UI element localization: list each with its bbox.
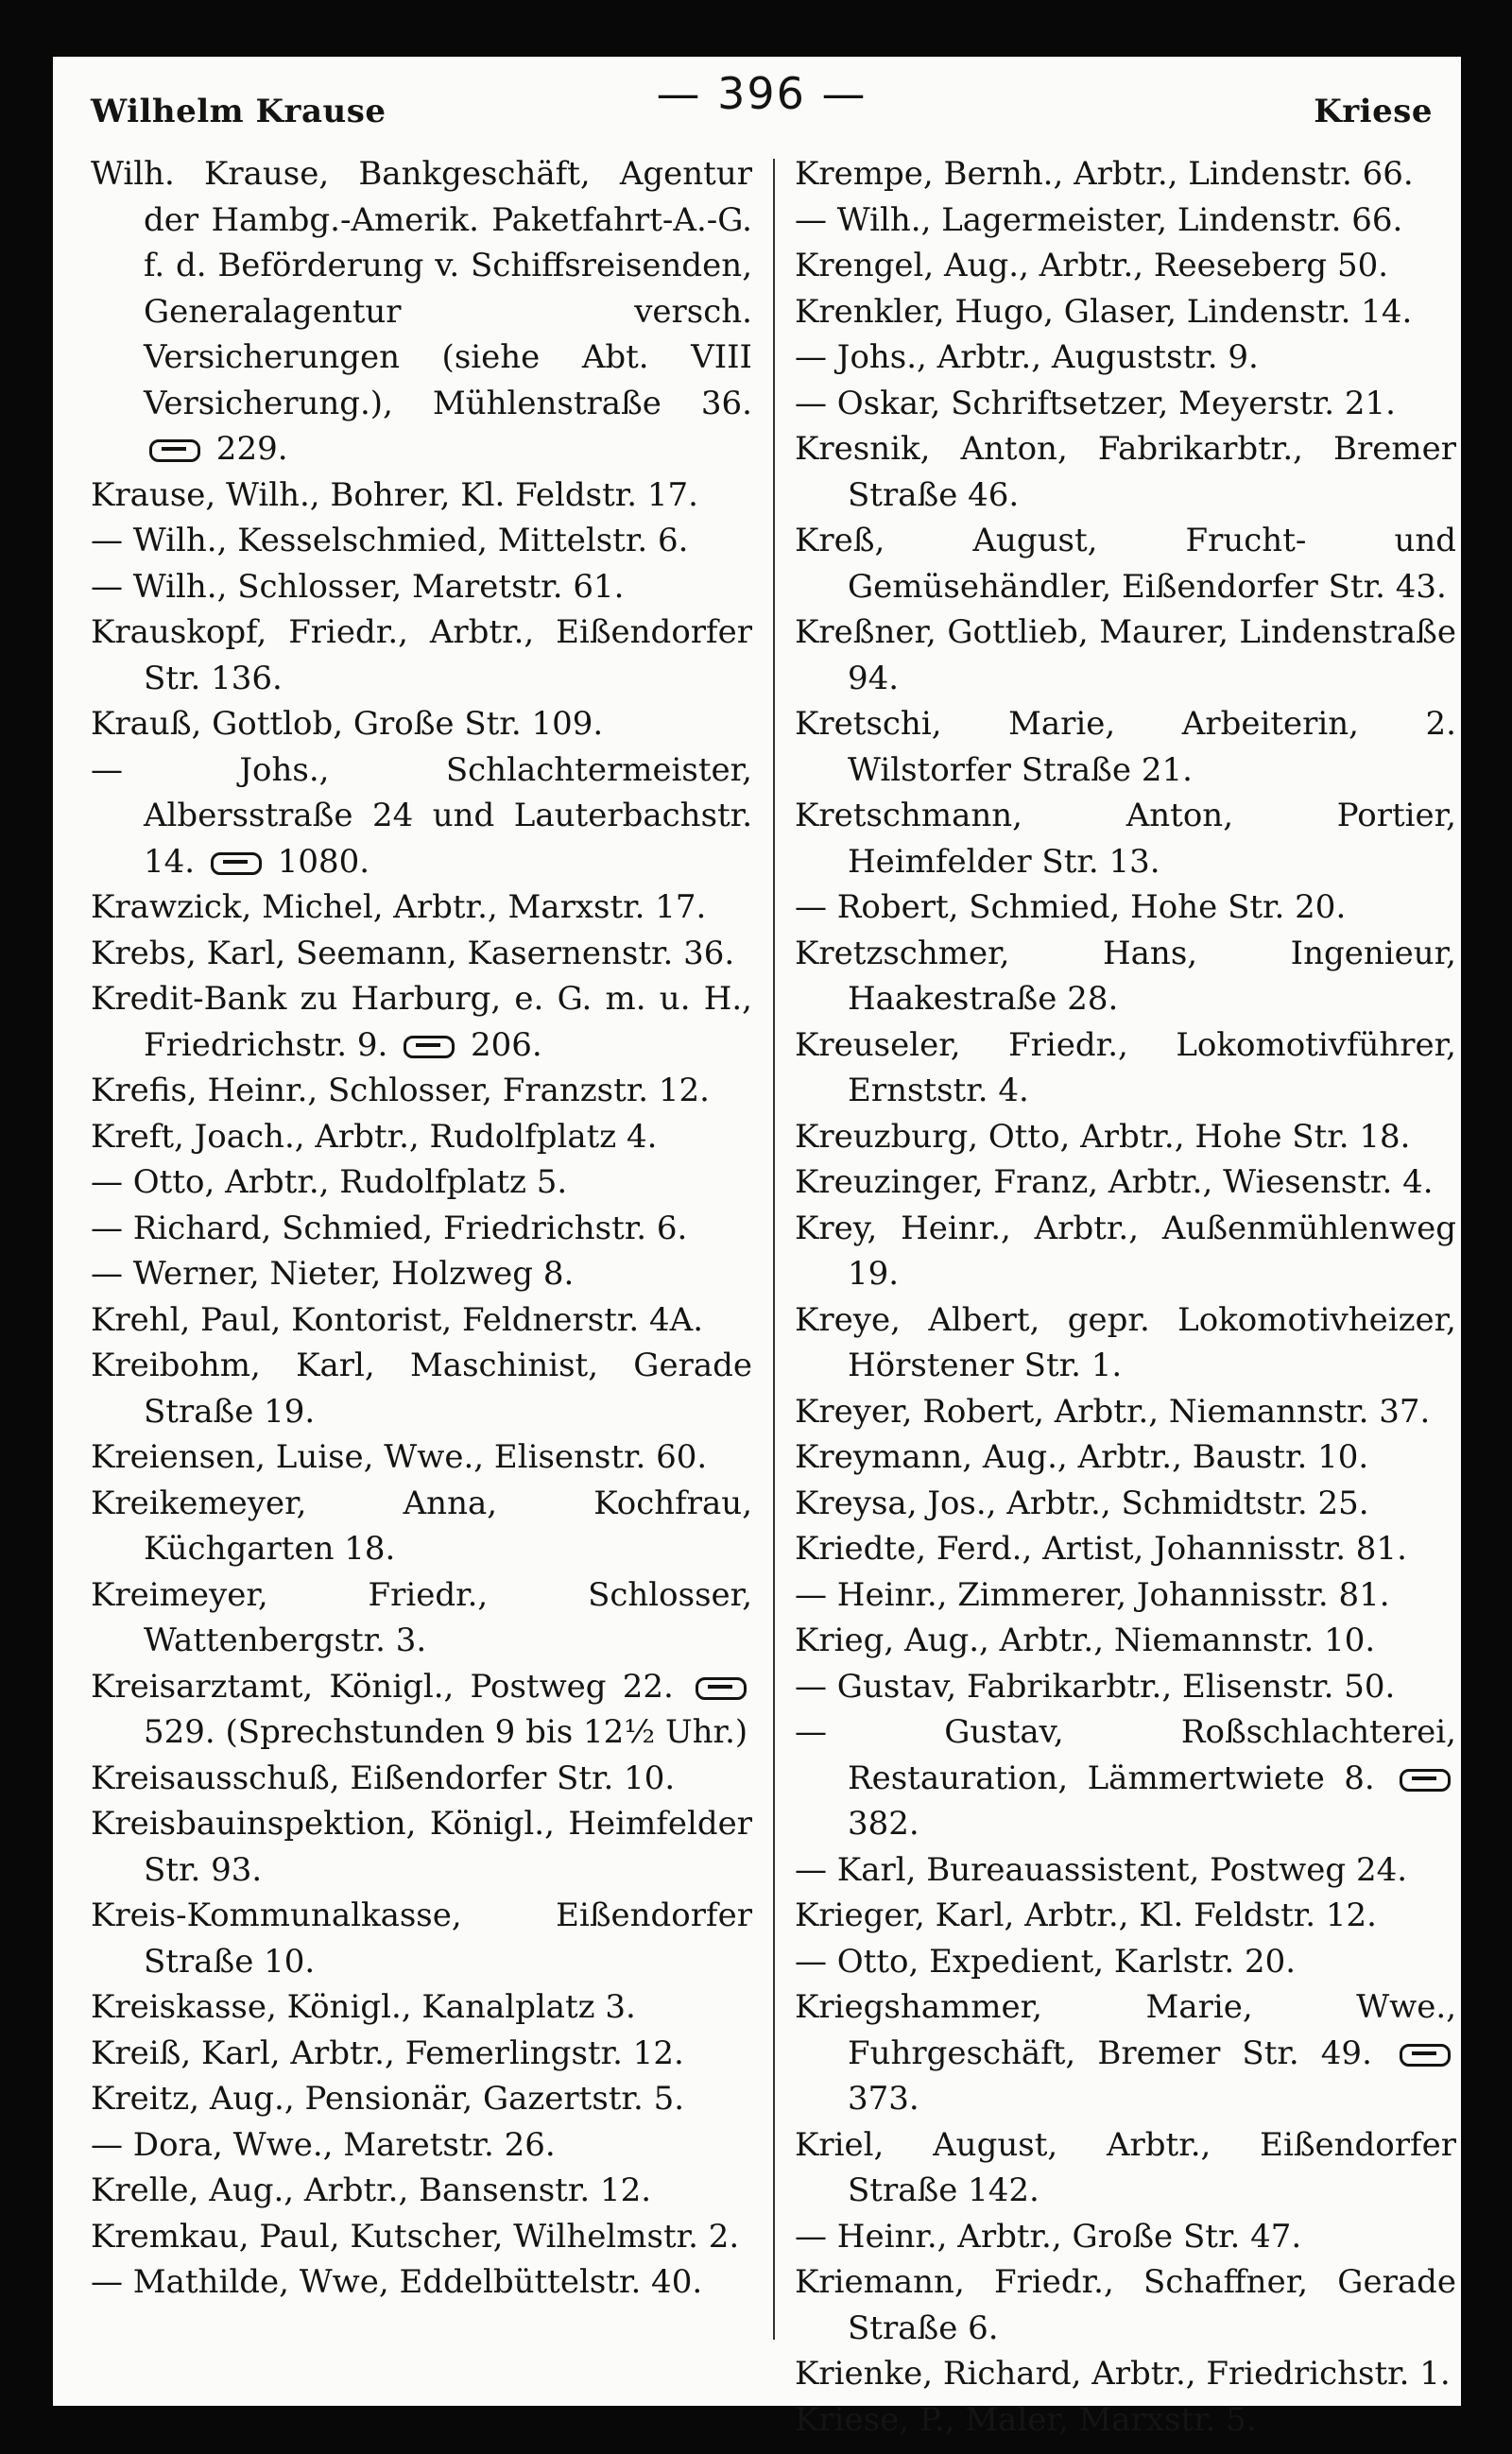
left-column — [91, 151, 752, 2377]
entry-text: Kreyer, Robert, Arbtr., Niemannstr. 37. — [795, 1392, 1431, 1431]
entry-text: Krengel, Aug., Arbtr., Reeseberg 50. — [795, 247, 1389, 284]
entry-text: — Heinr., Arbtr., Große Str. 47. — [795, 2217, 1302, 2256]
entry-text: — Robert, Schmied, Hohe Str. 20. — [795, 888, 1347, 926]
entry-text: — Wilh., Schlosser, Maretstr. 61. — [91, 567, 625, 606]
directory-entry — [91, 1068, 752, 1114]
telephone-number: 529. — [144, 1713, 215, 1751]
entry-text: Kreysa, Jos., Arbtr., Schmidtstr. 25. — [795, 1484, 1369, 1522]
header-left-catchword: Wilhelm Krause — [91, 93, 387, 130]
entry-text: Kreisarztamt, Königl., Postweg 22. — [91, 1667, 674, 1706]
directory-entry — [795, 701, 1456, 793]
header-right-catchword: Kriese — [1314, 93, 1433, 130]
directory-entry — [795, 931, 1456, 1022]
directory-entry — [91, 976, 752, 1068]
directory-entry — [795, 243, 1456, 289]
directory-entry — [91, 1343, 752, 1434]
directory-entry — [795, 1159, 1456, 1206]
directory-entry — [795, 2214, 1456, 2260]
directory-entry — [91, 1434, 752, 1481]
directory-entry — [795, 2259, 1456, 2351]
entry-text: Krenkler, Hugo, Glaser, Lindenstr. 14. — [795, 292, 1413, 331]
directory-entry — [91, 701, 752, 747]
entry-text: Kreuzburg, Otto, Arbtr., Hohe Str. 18. — [795, 1117, 1411, 1156]
entry-text: Kreymann, Aug., Arbtr., Baustr. 10. — [795, 1438, 1369, 1476]
directory-entry — [91, 931, 752, 977]
directory-entry — [795, 1893, 1456, 1939]
entry-text: — Johs., Schlachtermeister, Albersstraße 24 und Lauterbachstr. 14. — [91, 750, 752, 881]
entry-text: Krehl, Paul, Kontorist, Feldnerstr. 4A. — [91, 1300, 704, 1339]
entry-text: Kreye, Albert, gepr. Lokomotivheizer, Hörstener Str. 1. — [795, 1300, 1456, 1384]
telephone-icon — [1400, 1769, 1451, 1792]
directory-entry — [91, 2031, 752, 2077]
entry-text: Kretschi, Marie, Arbeiterin, 2. Wilstorfer Straße 21. — [795, 705, 1456, 789]
directory-entry — [795, 1847, 1456, 1894]
entry-text: Kriemann, Friedr., Schaffner, Gerade Straße 6. — [795, 2263, 1456, 2347]
entry-text: Kriegshammer, Marie, Wwe., Fuhrgeschäft, Bremer Str. 49. — [795, 1988, 1456, 2072]
entry-text: Krawzick, Michel, Arbtr., Marxstr. 17. — [91, 888, 707, 926]
directory-entry — [795, 1434, 1456, 1481]
directory-entry — [91, 518, 752, 564]
entry-text: Krey, Heinr., Arbtr., Außenmühlenweg 19. — [795, 1209, 1456, 1293]
directory-entry — [795, 1206, 1456, 1297]
entry-text: Kreßner, Gottlieb, Maurer, Lindenstraße 94. — [795, 613, 1456, 697]
entry-text: — Richard, Schmied, Friedrichstr. 6. — [91, 1209, 688, 1247]
directory-entry — [91, 1297, 752, 1344]
directory-entry — [795, 1709, 1456, 1847]
entry-text: Kretzschmer, Hans, Ingenieur, Haakestraße 28. — [795, 934, 1456, 1018]
entry-text: — Johs., Arbtr., Auguststr. 9. — [795, 338, 1259, 376]
directory-entry — [795, 381, 1456, 427]
entry-text: Kreß, August, Frucht- und Gemüsehändler, Eißendorfer Str. 43. — [795, 522, 1456, 606]
page-header — [91, 57, 1433, 161]
column-divider — [773, 159, 775, 2340]
directory-entry — [795, 2351, 1456, 2397]
directory-entry — [91, 1756, 752, 1802]
entry-text: Kresnik, Anton, Fabrikarbtr., Bremer Straße 46. — [795, 430, 1456, 514]
entry-text: Kreimeyer, Friedr., Schlosser, Wattenbergstr. 3. — [91, 1575, 752, 1659]
directory-entry — [795, 793, 1456, 884]
entry-text: Krempe, Bernh., Arbtr., Lindenstr. 66. — [795, 155, 1414, 193]
directory-entry — [91, 747, 752, 885]
telephone-number: 373. — [848, 2080, 919, 2118]
directory-entry — [795, 289, 1456, 335]
entry-text: Krieg, Aug., Arbtr., Niemannstr. 10. — [795, 1622, 1376, 1659]
directory-entry — [91, 1984, 752, 2031]
directory-entry — [795, 1297, 1456, 1389]
entry-text: Krauß, Gottlob, Große Str. 109. — [91, 705, 604, 743]
entry-text: — Dora, Wwe., Maretstr. 26. — [91, 2125, 556, 2164]
directory-entry — [795, 1984, 1456, 2122]
entry-text: — Otto, Expedient, Karlstr. 20. — [795, 1942, 1297, 1981]
entry-text: Krienke, Richard, Arbtr., Friedrichstr. 1. — [795, 2355, 1451, 2393]
entry-text: Krieger, Karl, Arbtr., Kl. Feldstr. 12. — [795, 1896, 1377, 1934]
telephone-number: 1080. — [266, 842, 370, 881]
directory-entry — [91, 1251, 752, 1297]
directory-entry — [795, 1481, 1456, 1527]
entry-text: Krause, Wilh., Bohrer, Kl. Feldstr. 17. — [91, 475, 698, 514]
telephone-icon — [404, 1036, 455, 1058]
directory-entry — [91, 1114, 752, 1160]
entry-text: Krauskopf, Friedr., Arbtr., Eißendorfer Str. 136. — [91, 613, 752, 697]
entry-text: Kriese, P., Maler, Marxstr. 5. — [795, 2400, 1257, 2439]
directory-entry — [795, 609, 1456, 701]
directory-entry — [795, 1572, 1456, 1619]
directory-entry — [91, 2259, 752, 2306]
directory-entry — [91, 2214, 752, 2260]
entry-text: Kreis-Kommunalkasse, Eißendorfer Straße 10. — [91, 1896, 752, 1981]
entry-note: (Sprechstunden 9 bis 12½ Uhr.) — [215, 1713, 748, 1751]
entry-text: Kreikemeyer, Anna, Kochfrau, Küchgarten 18. — [91, 1484, 752, 1568]
directory-entry — [795, 1022, 1456, 1114]
entry-text: — Gustav, Fabrikarbtr., Elisenstr. 50. — [795, 1667, 1396, 1706]
directory-entry — [795, 1526, 1456, 1572]
entry-text: Kreft, Joach., Arbtr., Rudolfplatz 4. — [91, 1117, 658, 1156]
entry-text: Krebs, Karl, Seemann, Kasernenstr. 36. — [91, 934, 735, 972]
directory-columns — [91, 151, 1456, 2439]
directory-entry — [91, 1801, 752, 1893]
entry-text: Kredit-Bank zu Harburg, e. G. m. u. H., Friedrichstr. 9. — [91, 980, 752, 1064]
entry-text: Kriel, August, Arbtr., Eißendorfer Straße 142. — [795, 2125, 1456, 2209]
directory-entry — [795, 197, 1456, 244]
telephone-number: 229. — [206, 430, 288, 468]
directory-entry — [91, 609, 752, 701]
telephone-icon — [696, 1677, 747, 1700]
directory-entry — [91, 1206, 752, 1252]
directory-entry — [91, 1893, 752, 1984]
entry-text: Krelle, Aug., Arbtr., Bansenstr. 12. — [91, 2171, 652, 2209]
directory-entry — [91, 2076, 752, 2122]
entry-text: Kriedte, Ferd., Artist, Johannisstr. 81. — [795, 1530, 1407, 1568]
directory-entry — [795, 518, 1456, 609]
page-number: — 396 — — [656, 68, 868, 119]
entry-text: — Otto, Arbtr., Rudolfplatz 5. — [91, 1163, 568, 1201]
directory-entry — [795, 1664, 1456, 1710]
directory-entry — [91, 151, 752, 472]
directory-entry — [795, 2122, 1456, 2214]
entry-text: Kremkau, Paul, Kutscher, Wilhelmstr. 2. — [91, 2217, 740, 2256]
directory-entry — [91, 1664, 752, 1756]
entry-text: — Karl, Bureauassistent, Postweg 24. — [795, 1850, 1408, 1889]
entry-text: Kreuseler, Friedr., Lokomotivführer, Ernststr. 4. — [795, 1025, 1456, 1109]
entry-text: — Wilh., Kesselschmied, Mittelstr. 6. — [91, 522, 689, 559]
directory-entry — [795, 426, 1456, 518]
entry-text: — Werner, Nieter, Holzweg 8. — [91, 1255, 575, 1293]
directory-entry — [91, 2168, 752, 2214]
directory-entry — [91, 884, 752, 931]
entry-text: Kreiskasse, Königl., Kanalplatz 3. — [91, 1988, 636, 2026]
directory-entry — [91, 2122, 752, 2169]
entry-text: Kreiß, Karl, Arbtr., Femerlingstr. 12. — [91, 2034, 684, 2072]
entry-text: — Oskar, Schriftsetzer, Meyerstr. 21. — [795, 384, 1396, 422]
directory-entry — [91, 1481, 752, 1572]
directory-entry — [91, 472, 752, 519]
directory-page — [53, 57, 1461, 2439]
directory-entry — [795, 1618, 1456, 1664]
entry-text: Kretschmann, Anton, Portier, Heimfelder Str. 13. — [795, 797, 1456, 881]
entry-text: — Wilh., Lagermeister, Lindenstr. 66. — [795, 200, 1403, 239]
directory-entry — [795, 151, 1456, 197]
entry-text: Kreuzinger, Franz, Arbtr., Wiesenstr. 4. — [795, 1163, 1434, 1201]
directory-entry — [795, 335, 1456, 381]
telephone-icon — [211, 852, 262, 875]
entry-text: Kreiensen, Luise, Wwe., Elisenstr. 60. — [91, 1438, 708, 1476]
directory-entry — [795, 884, 1456, 931]
telephone-icon — [1400, 2044, 1451, 2067]
directory-entry — [91, 564, 752, 610]
entry-text: Kreisausschuß, Eißendorfer Str. 10. — [91, 1759, 676, 1797]
entry-text: Wilh. Krause, Bankgeschäft, Agentur der Hambg.-Amerik. Paketfahrt-A.-G. f. d. Beförderung v. Schiffsreisenden, Generalagentur versch. Versicherungen (siehe Abt. VIII Versicherung.), Mühlenstraße 36. — [91, 155, 752, 422]
directory-entry — [91, 1572, 752, 1664]
entry-text: — Gustav, Roßschlachterei, Restauration, Lämmertwiete 8. — [795, 1713, 1456, 1797]
entry-text: Kreibohm, Karl, Maschinist, Gerade Straße 19. — [91, 1347, 752, 1431]
entry-text: Kreisbauinspektion, Königl., Heimfelder Str. 93. — [91, 1805, 752, 1889]
directory-entry — [91, 1159, 752, 1206]
telephone-number: 206. — [460, 1025, 542, 1064]
entry-text: Kreitz, Aug., Pensionär, Gazertstr. 5. — [91, 2080, 685, 2118]
entry-text: Krefis, Heinr., Schlosser, Franzstr. 12. — [91, 1072, 710, 1109]
telephone-number: 382. — [848, 1805, 919, 1843]
entry-text: — Mathilde, Wwe, Eddelbüttelstr. 40. — [91, 2263, 703, 2301]
directory-entry — [795, 1114, 1456, 1160]
entry-text: — Heinr., Zimmerer, Johannisstr. 81. — [795, 1575, 1390, 1614]
telephone-icon — [149, 439, 200, 462]
directory-entry — [795, 1389, 1456, 1435]
right-column — [795, 151, 1456, 2439]
directory-entry — [795, 1939, 1456, 1985]
directory-entry — [795, 2397, 1456, 2444]
